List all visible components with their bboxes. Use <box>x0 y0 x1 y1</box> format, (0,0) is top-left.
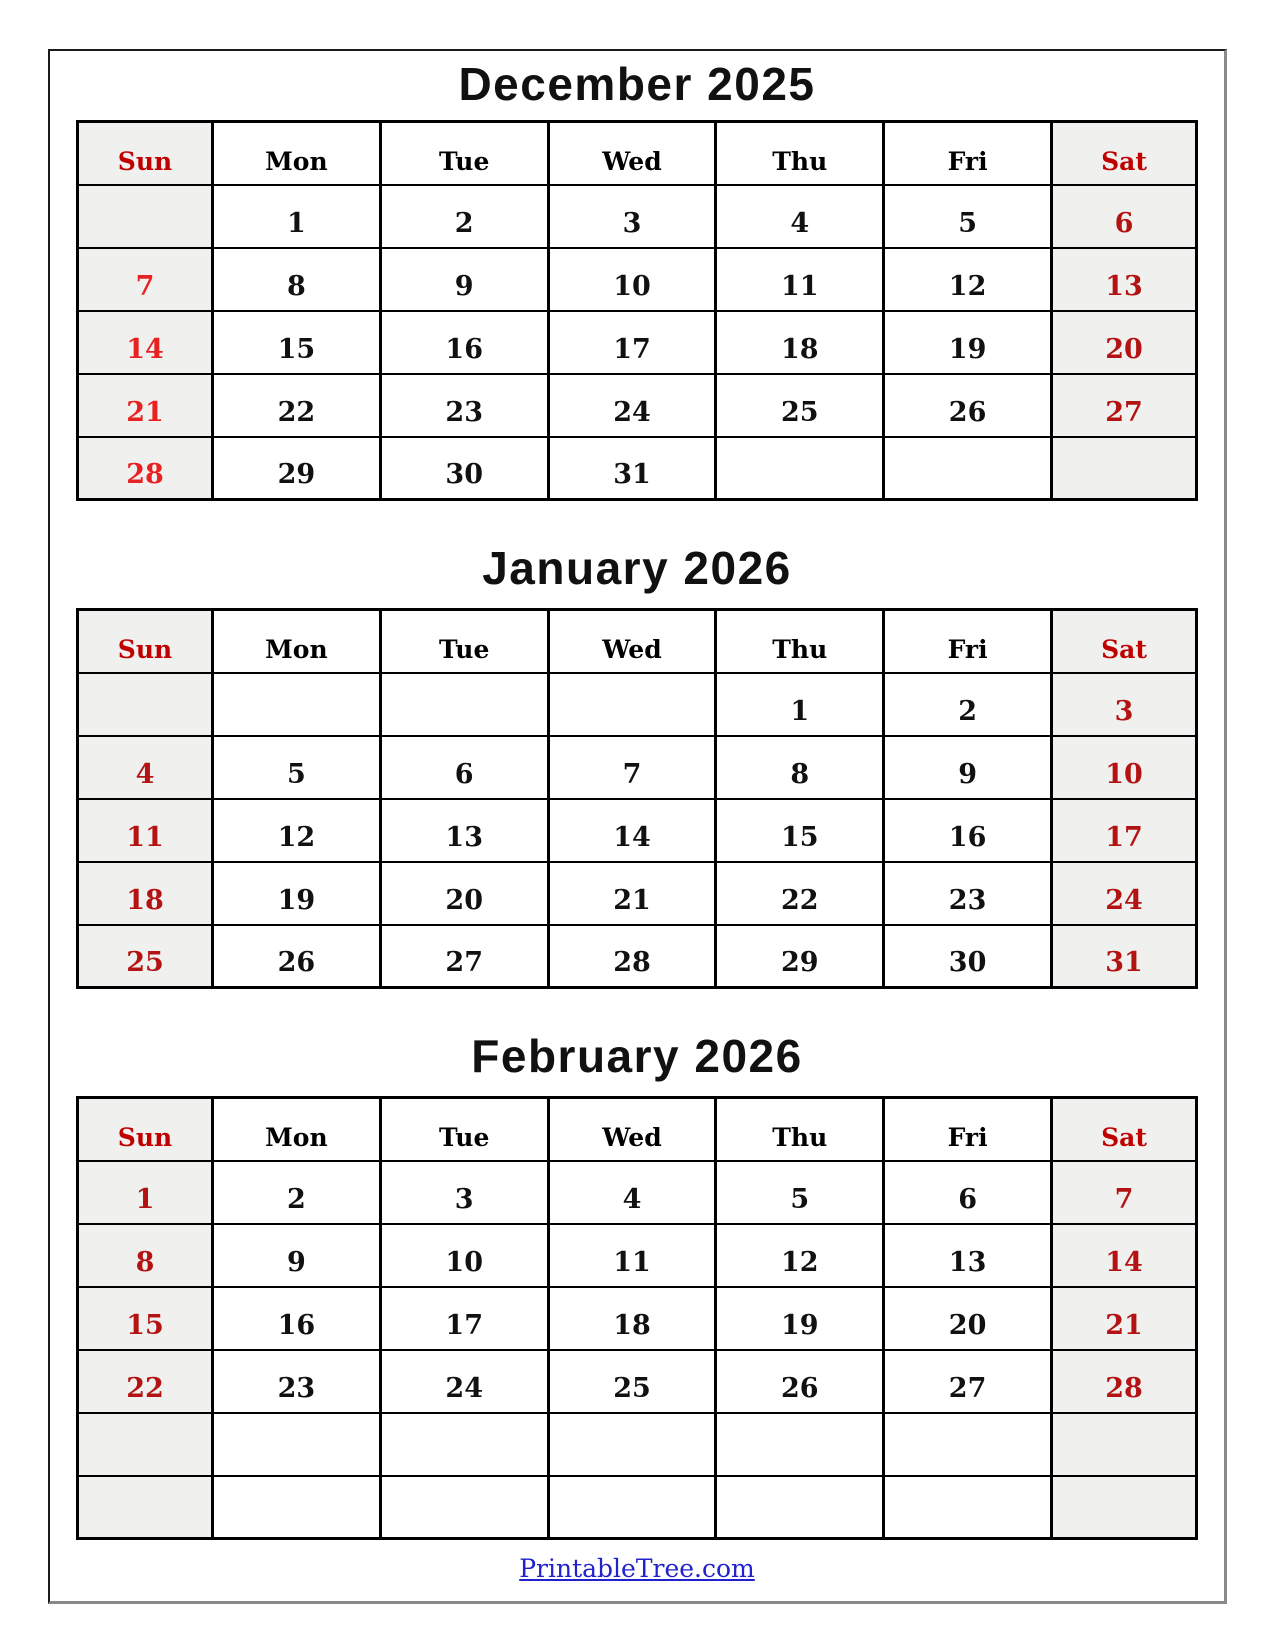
day-cell-4: 4 <box>78 736 213 799</box>
day-cell-10: 10 <box>380 1224 548 1287</box>
day-cell-5: 5 <box>716 1161 884 1224</box>
weekday-header-mon: Mon <box>213 610 381 673</box>
empty-day-cell <box>1052 1476 1197 1539</box>
empty-day-cell <box>380 673 548 736</box>
day-cell-6: 6 <box>380 736 548 799</box>
day-cell-16: 16 <box>884 799 1052 862</box>
empty-day-cell <box>716 1476 884 1539</box>
day-cell-12: 12 <box>213 799 381 862</box>
day-cell-1: 1 <box>78 1161 213 1224</box>
day-cell-20: 20 <box>884 1287 1052 1350</box>
day-cell-5: 5 <box>213 736 381 799</box>
day-cell-31: 31 <box>548 437 716 500</box>
day-cell-2: 2 <box>380 185 548 248</box>
day-cell-19: 19 <box>884 311 1052 374</box>
day-cell-15: 15 <box>78 1287 213 1350</box>
day-cell-24: 24 <box>380 1350 548 1413</box>
day-cell-21: 21 <box>1052 1287 1197 1350</box>
day-cell-5: 5 <box>884 185 1052 248</box>
week-row <box>78 1224 1197 1287</box>
empty-day-cell <box>884 1413 1052 1476</box>
day-cell-28: 28 <box>1052 1350 1197 1413</box>
day-cell-17: 17 <box>380 1287 548 1350</box>
calendar-table-january-2026 <box>76 608 1198 989</box>
day-cell-4: 4 <box>548 1161 716 1224</box>
week-row <box>78 1413 1197 1476</box>
week-row <box>78 1350 1197 1413</box>
week-row <box>78 1287 1197 1350</box>
day-cell-4: 4 <box>716 185 884 248</box>
weekday-header-thu: Thu <box>716 122 884 185</box>
empty-day-cell <box>548 673 716 736</box>
week-row <box>78 374 1197 437</box>
month-title-january-2026: January 2026 <box>482 542 792 594</box>
day-cell-24: 24 <box>548 374 716 437</box>
day-cell-7: 7 <box>548 736 716 799</box>
week-row <box>78 1476 1197 1539</box>
weekday-header-tue: Tue <box>380 1098 548 1161</box>
day-cell-29: 29 <box>213 437 381 500</box>
month-section-february-2026 <box>50 989 1224 1540</box>
weekday-header-row <box>78 610 1197 673</box>
day-cell-31: 31 <box>1052 925 1197 988</box>
weekday-header-fri: Fri <box>884 610 1052 673</box>
empty-day-cell <box>78 673 213 736</box>
day-cell-17: 17 <box>548 311 716 374</box>
week-row <box>78 185 1197 248</box>
empty-day-cell <box>1052 437 1197 500</box>
day-cell-20: 20 <box>380 862 548 925</box>
week-row <box>78 799 1197 862</box>
day-cell-27: 27 <box>884 1350 1052 1413</box>
empty-day-cell <box>78 1476 213 1539</box>
day-cell-16: 16 <box>380 311 548 374</box>
day-cell-22: 22 <box>716 862 884 925</box>
day-cell-23: 23 <box>380 374 548 437</box>
day-cell-26: 26 <box>884 374 1052 437</box>
day-cell-18: 18 <box>548 1287 716 1350</box>
day-cell-12: 12 <box>716 1224 884 1287</box>
weekday-header-fri: Fri <box>884 122 1052 185</box>
day-cell-3: 3 <box>548 185 716 248</box>
day-cell-26: 26 <box>213 925 381 988</box>
day-cell-23: 23 <box>884 862 1052 925</box>
day-cell-8: 8 <box>78 1224 213 1287</box>
month-section-january-2026 <box>50 501 1224 989</box>
day-cell-18: 18 <box>716 311 884 374</box>
month-section-december-2025 <box>50 51 1224 501</box>
day-cell-1: 1 <box>213 185 381 248</box>
weekday-header-wed: Wed <box>548 1098 716 1161</box>
day-cell-9: 9 <box>884 736 1052 799</box>
day-cell-11: 11 <box>548 1224 716 1287</box>
weekday-header-row <box>78 122 1197 185</box>
day-cell-28: 28 <box>78 437 213 500</box>
day-cell-30: 30 <box>884 925 1052 988</box>
day-cell-13: 13 <box>1052 248 1197 311</box>
day-cell-6: 6 <box>884 1161 1052 1224</box>
empty-day-cell <box>78 185 213 248</box>
day-cell-7: 7 <box>1052 1161 1197 1224</box>
day-cell-9: 9 <box>380 248 548 311</box>
calendar-table-february-2026 <box>76 1096 1198 1540</box>
calendar-table-december-2025 <box>76 120 1198 501</box>
empty-day-cell <box>884 437 1052 500</box>
empty-day-cell <box>213 1413 381 1476</box>
weekday-header-sun: Sun <box>78 122 213 185</box>
empty-day-cell <box>213 673 381 736</box>
day-cell-19: 19 <box>716 1287 884 1350</box>
day-cell-20: 20 <box>1052 311 1197 374</box>
day-cell-2: 2 <box>213 1161 381 1224</box>
weekday-header-sat: Sat <box>1052 610 1197 673</box>
day-cell-22: 22 <box>213 374 381 437</box>
day-cell-15: 15 <box>716 799 884 862</box>
month-title-february-2026: February 2026 <box>471 1030 803 1082</box>
weekday-header-tue: Tue <box>380 610 548 673</box>
week-row <box>78 437 1197 500</box>
day-cell-21: 21 <box>78 374 213 437</box>
day-cell-26: 26 <box>716 1350 884 1413</box>
week-row <box>78 673 1197 736</box>
footer-link[interactable]: PrintableTree.com <box>519 1554 755 1583</box>
weekday-header-wed: Wed <box>548 122 716 185</box>
empty-day-cell <box>716 437 884 500</box>
empty-day-cell <box>548 1413 716 1476</box>
empty-day-cell <box>548 1476 716 1539</box>
day-cell-15: 15 <box>213 311 381 374</box>
day-cell-16: 16 <box>213 1287 381 1350</box>
day-cell-29: 29 <box>716 925 884 988</box>
day-cell-28: 28 <box>548 925 716 988</box>
week-row <box>78 248 1197 311</box>
day-cell-7: 7 <box>78 248 213 311</box>
week-row <box>78 862 1197 925</box>
day-cell-10: 10 <box>1052 736 1197 799</box>
day-cell-11: 11 <box>716 248 884 311</box>
footer <box>50 1554 1224 1591</box>
day-cell-17: 17 <box>1052 799 1197 862</box>
day-cell-25: 25 <box>548 1350 716 1413</box>
day-cell-9: 9 <box>213 1224 381 1287</box>
day-cell-24: 24 <box>1052 862 1197 925</box>
day-cell-11: 11 <box>78 799 213 862</box>
weekday-header-mon: Mon <box>213 122 381 185</box>
day-cell-2: 2 <box>884 673 1052 736</box>
day-cell-14: 14 <box>548 799 716 862</box>
day-cell-13: 13 <box>380 799 548 862</box>
day-cell-3: 3 <box>1052 673 1197 736</box>
weekday-header-row <box>78 1098 1197 1161</box>
day-cell-19: 19 <box>213 862 381 925</box>
day-cell-13: 13 <box>884 1224 1052 1287</box>
weekday-header-wed: Wed <box>548 610 716 673</box>
month-title-december-2025: December 2025 <box>458 58 816 110</box>
weekday-header-tue: Tue <box>380 122 548 185</box>
empty-day-cell <box>380 1413 548 1476</box>
day-cell-3: 3 <box>380 1161 548 1224</box>
week-row <box>78 925 1197 988</box>
day-cell-8: 8 <box>213 248 381 311</box>
day-cell-8: 8 <box>716 736 884 799</box>
day-cell-27: 27 <box>1052 374 1197 437</box>
empty-day-cell <box>78 1413 213 1476</box>
week-row <box>78 311 1197 374</box>
day-cell-23: 23 <box>213 1350 381 1413</box>
weekday-header-fri: Fri <box>884 1098 1052 1161</box>
empty-day-cell <box>213 1476 381 1539</box>
day-cell-12: 12 <box>884 248 1052 311</box>
day-cell-25: 25 <box>78 925 213 988</box>
day-cell-6: 6 <box>1052 185 1197 248</box>
day-cell-10: 10 <box>548 248 716 311</box>
weekday-header-mon: Mon <box>213 1098 381 1161</box>
weekday-header-thu: Thu <box>716 610 884 673</box>
empty-day-cell <box>1052 1413 1197 1476</box>
day-cell-30: 30 <box>380 437 548 500</box>
day-cell-14: 14 <box>78 311 213 374</box>
day-cell-22: 22 <box>78 1350 213 1413</box>
weekday-header-sat: Sat <box>1052 122 1197 185</box>
empty-day-cell <box>884 1476 1052 1539</box>
week-row <box>78 1161 1197 1224</box>
day-cell-14: 14 <box>1052 1224 1197 1287</box>
day-cell-25: 25 <box>716 374 884 437</box>
weekday-header-sun: Sun <box>78 610 213 673</box>
day-cell-18: 18 <box>78 862 213 925</box>
day-cell-1: 1 <box>716 673 884 736</box>
day-cell-27: 27 <box>380 925 548 988</box>
weekday-header-thu: Thu <box>716 1098 884 1161</box>
weekday-header-sat: Sat <box>1052 1098 1197 1161</box>
calendar-page <box>48 49 1227 1604</box>
empty-day-cell <box>380 1476 548 1539</box>
day-cell-21: 21 <box>548 862 716 925</box>
empty-day-cell <box>716 1413 884 1476</box>
week-row <box>78 736 1197 799</box>
weekday-header-sun: Sun <box>78 1098 213 1161</box>
